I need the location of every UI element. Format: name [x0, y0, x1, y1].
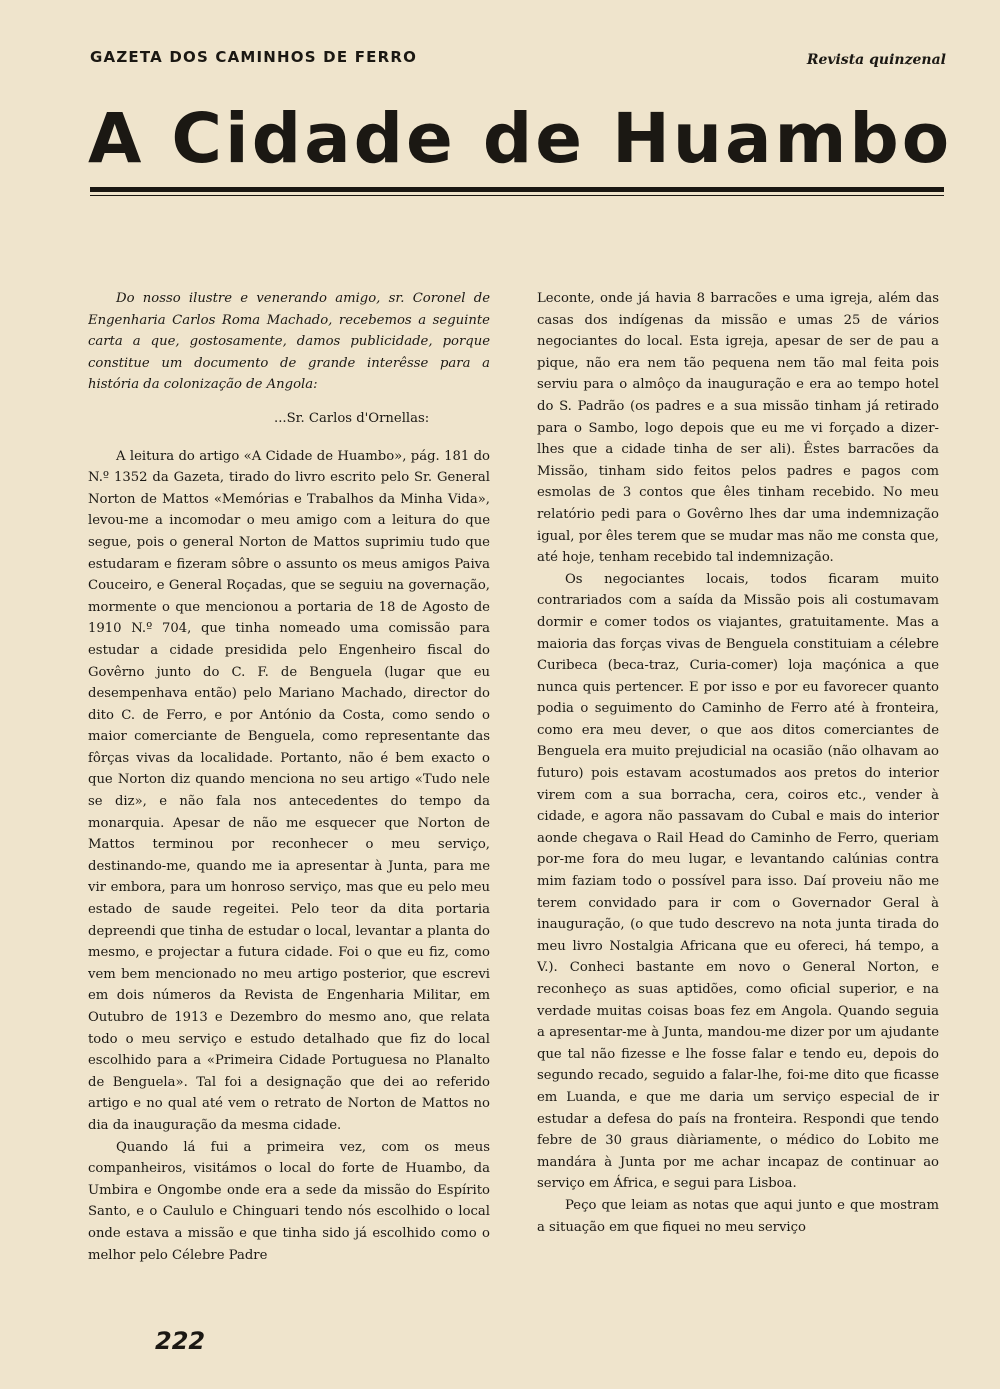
- paragraph: Quando lá fui a primeira vez, com os meus companheiros, visitámos o local do forte de Huambo, da Umbira e Ongombe onde era a sede da missão do Espírito Santo, e o Caululo e Chinguari tendo nós escolhido o local onde estava a missão e que tinha sido já escolhido como o melhor pelo Célebre Padre: [88, 1139, 490, 1263]
- paragraph: Peço que leiam as notas que aqui junto e que mostram a situação em que fiquei no meu serviço: [537, 1197, 939, 1235]
- paragraph-continued: Leconte, onde já havia 8 barracões e uma igreja, além das casas dos indígenas da missão e umas 25 de vários negociantes do local. Esta igreja, apesar de ser de pau a pique, não era nem tão pequena nem tão mal feita pois serviu para o almôço da inauguração e era ao tempo hotel do S. Padrão (os padres e a sua missão tinham já retirado para o Sambo, logo depois que eu me vi forçado a dizer-lhes que a cidade tinha de ser ali). Êstes barracões da Missão, tinham sido feitos pelos padres e pagos com esmolas de 3 contos que êles tinham recebido. No meu relatório pedi para o Govêrno lhes dar uma indemnização igual, por êles terem que se mudar mas não me consta que, até hoje, tenham recebido tal indemnização.: [537, 291, 939, 566]
- paragraph: Os negociantes locais, todos ficaram muito contrariados com a saída da Missão pois ali costumavam dormir e comer todos os viajantes, gratuitamente. Mas a maioria das forças vivas de Benguela constituiam a célebre Curibeca (beca-traz, Curia-comer) loja maçónica a que nunca quis pertencer. E por isso e por eu favorecer quanto podia o seguimento do Caminho de Ferro até à fronteira, como era meu dever, o que aos ditos comerciantes de Benguela era muito prejudicial na ocasião (não olhavam ao futuro) pois estavam acostumados aos pretos do interior virem com a sua borracha, cera, coiros etc., vender à cidade, e agora não passavam do Cubal e mais do interior aonde chegava o Rail Head do Caminho de Ferro, queriam por-me fora do meu lugar, e levantando calúnias contra mim faziam todo o possível para isso. Daí proveiu não me terem convidado para ir com o Governador Geral à inauguração, (o que tudo descrevo na nota junta tirada do meu livro Nostalgia Africana que eu ofereci, há tempo, a V.). Conheci bastante em novo o General Norton, e reconheço as suas aptidões, como oficial superior, e na verdade muitas coisas boas fez em Angola. Quando seguia a apresentar-me à Junta, mandou-me dizer por um ajudante que tal não fizesse e lhe fosse falar e tendo eu, depois do segundo recado, seguido a falar-lhe, foi-me dito que ficasse em Luanda, e que me daria um serviço especial de ir estudar a defesa do país na fronteira. Respondi que tendo febre de 30 graus diàriamente, o médico do Lobito me mandára à Junta por me achar incapaz de continuar ao serviço em África, e segui para Lisboa.: [537, 571, 939, 1192]
- article-title: A Cidade de Huambo: [88, 99, 953, 179]
- page-number: 222: [155, 1327, 206, 1355]
- text-column-right: [537, 288, 939, 1308]
- title-rule-thin: [90, 195, 944, 196]
- text-column-left: [88, 288, 490, 1308]
- publication-name: GAZETA DOS CAMINHOS DE FERRO: [90, 48, 418, 66]
- title-rule-thick: [90, 187, 944, 192]
- publication-frequency: Revista quinzenal: [806, 52, 946, 68]
- paragraph: A leitura do artigo «A Cidade de Huambo», pág. 181 do N.º 1352 da Gazeta, tirado do livro escrito pelo Sr. General Norton de Mattos «Memórias e Trabalhos da Minha Vida», levou-me a incomodar o meu amigo com a leitura do que segue, pois o general Norton de Mattos suprimiu tudo que estudaram e fizeram sôbre o assunto os meus amigos Paiva Couceiro, e General Roçadas, que se seguiu na governação, mormente o que mencionou a portaria de 18 de Agosto de 1910 N.º 704, que tinha nomeado uma comissão para estudar a cidade presidida pelo Engenheiro fiscal do Govêrno junto do C. F. de Benguela (lugar que eu desempenhava então) pelo Mariano Machado, director do dito C. de Ferro, e por António da Costa, como sendo o maior comerciante de Benguela, como representante das fôrças vivas da localidade. Portanto, não é bem exacto o que Norton diz quando menciona no seu artigo «Tudo nele se diz», e não fala nos antecedentes do tempo da monarquia. Apesar de não me esquecer que Norton de Mattos terminou por reconhecer o meu serviço, destinando-me, quando me ia apresentar à Junta, para me vir embora, para um honroso serviço, mas que eu pelo meu estado de saude regeitei. Pelo teor da dita portaria depreendi que tinha de estudar o local, levantar a planta do mesmo, e projectar a futura cidade. Foi o que eu fiz, como vem bem mencionado no meu artigo posterior, que escrevi em dois números da Revista de Engenharia Militar, em Outubro de 1913 e Dezembro do mesmo ano, que relata todo o meu serviço e estudo detalhado que fiz do local escolhido para a «Primeira Cidade Portuguesa no Planalto de Benguela». Tal foi a designação que dei ao referido artigo e no qual até vem o retrato de Norton de Mattos no dia da inauguração da mesma cidade.: [88, 448, 490, 1133]
- letter-salutation: ...Sr. Carlos d'Ornellas:: [274, 410, 430, 426]
- editorial-intro: Do nosso ilustre e venerando amigo, sr. Coronel de Engenharia Carlos Roma Machado, recebemos a seguinte carta a que, gostosamente, damos publicidade, porque constitue um documento de grande interêsse para a história da colonização de Angola:: [88, 291, 490, 393]
- running-head: [90, 42, 946, 74]
